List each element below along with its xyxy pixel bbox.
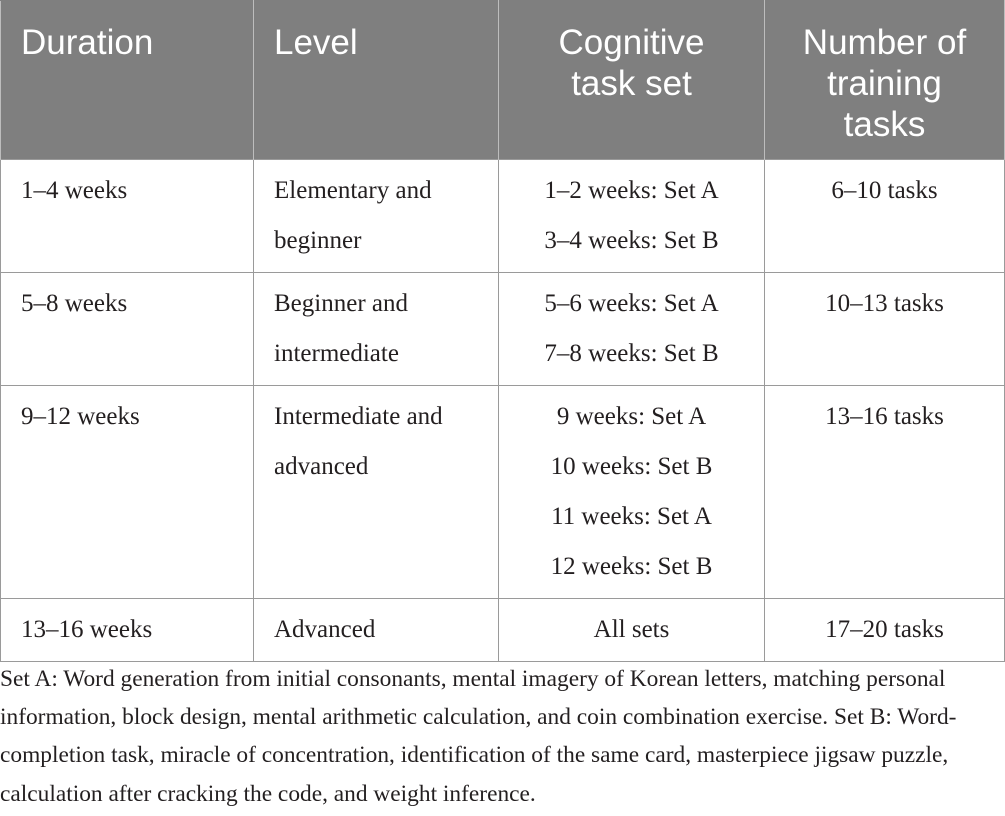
cell-text: 5–6 weeks: Set A xyxy=(544,290,719,317)
cell-text: Advanced xyxy=(274,616,376,643)
table-row xyxy=(1,599,1005,662)
cell-level xyxy=(254,599,499,662)
header-duration xyxy=(1,1,254,160)
cell-text: 12 weeks: Set B xyxy=(550,553,713,580)
table-row xyxy=(1,273,1005,386)
cell-text: 10–13 tasks xyxy=(825,290,944,317)
cell-text: 13–16 tasks xyxy=(825,403,944,430)
cell-tasks xyxy=(765,273,1005,386)
header-line: Number of xyxy=(802,23,967,62)
cell-duration xyxy=(1,599,254,662)
cell-duration xyxy=(1,386,254,599)
header-level xyxy=(254,1,499,160)
cell-tasks xyxy=(765,386,1005,599)
cell-text: 17–20 tasks xyxy=(825,616,944,643)
header-cognitive-task-set xyxy=(499,1,765,160)
cell-text: 9–12 weeks xyxy=(21,403,140,430)
header-line: tasks xyxy=(843,105,926,144)
cell-task-set xyxy=(499,160,765,273)
cell-text: 6–10 tasks xyxy=(831,177,938,204)
cell-tasks xyxy=(765,599,1005,662)
header-line: task set xyxy=(571,64,692,103)
header-number-of-training-tasks xyxy=(765,1,1005,160)
table-footnote: Set A: Word generation from initial consonants, mental imagery of Korean letters, matching personal information, block design, mental arithmetic calculation, and coin combination exercise. Set B: Word-completion task, miracle of concentration, identification of the same card, masterpiece jigsaw puzzle, calculation after cracking the code, and weight inference. xyxy=(0,666,957,807)
header-line: training xyxy=(827,64,942,103)
cell-level xyxy=(254,386,499,599)
table-body xyxy=(1,160,1005,662)
cell-text: 3–4 weeks: Set B xyxy=(544,227,719,254)
cell-text: 1–4 weeks xyxy=(21,177,128,204)
cell-duration xyxy=(1,160,254,273)
cell-text: intermediate xyxy=(274,340,399,367)
cell-task-set xyxy=(499,273,765,386)
cell-text: 10 weeks: Set B xyxy=(550,453,713,480)
cell-text: 5–8 weeks xyxy=(21,290,128,317)
header-line: Duration xyxy=(21,23,154,62)
cell-tasks xyxy=(765,160,1005,273)
cell-text: 7–8 weeks: Set B xyxy=(544,340,719,367)
cell-duration xyxy=(1,273,254,386)
cell-text: 1–2 weeks: Set A xyxy=(544,177,719,204)
table-row xyxy=(1,160,1005,273)
cell-text: 9 weeks: Set A xyxy=(556,403,707,430)
table-row xyxy=(1,386,1005,599)
cell-text: Beginner and xyxy=(274,290,408,317)
cell-task-set xyxy=(499,599,765,662)
cell-text: 11 weeks: Set A xyxy=(551,503,712,530)
cell-text: 13–16 weeks xyxy=(21,616,153,643)
cell-level xyxy=(254,273,499,386)
cell-level xyxy=(254,160,499,273)
table-header xyxy=(1,1,1005,160)
cell-text: Elementary and xyxy=(274,177,432,204)
cell-task-set xyxy=(499,386,765,599)
cell-text: Intermediate and xyxy=(274,403,443,430)
header-line: Level xyxy=(274,23,358,62)
cell-text: beginner xyxy=(274,227,362,254)
header-line: Cognitive xyxy=(558,23,705,62)
cell-text: All sets xyxy=(593,616,670,643)
cell-text: advanced xyxy=(274,453,369,480)
header-row xyxy=(1,1,1005,160)
